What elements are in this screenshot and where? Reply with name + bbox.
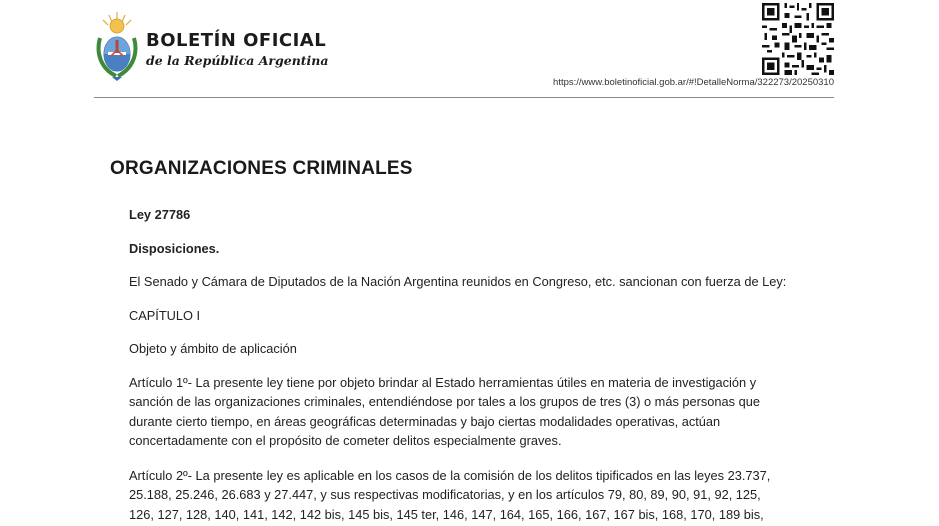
header-divider <box>94 97 834 98</box>
article-1-line: durante cierto tiempo, en áreas geográficas determinadas y bajo ciertas modalidades operativas, actúan <box>129 413 721 429</box>
header <box>94 8 834 100</box>
article-2-line: 25.188, 25.246, 26.683 y 27.447, y sus respectivas modificatorias, y en los artículos 79, 80, 89, 90, 91, 92, 125, <box>129 487 761 502</box>
argentina-coat-of-arms-icon <box>94 10 140 82</box>
law-number: Ley 27786 <box>129 207 191 222</box>
brand-subtitle: de la República Argentina <box>146 53 329 68</box>
article-1-line: sanción de las organizaciones criminales, entendiéndose por tales a los grupos de tres (3) o más personas que <box>129 394 760 409</box>
article-2-line: Artículo 2º- La presente ley es aplicable en los casos de la comisión de los delitos tipificados en las leyes 23.737, <box>129 467 771 483</box>
document-url[interactable]: https://www.boletinoficial.gob.ar/#!DetalleNorma/322273/20250310 <box>553 77 834 88</box>
chapter-heading: CAPÍTULO I <box>129 307 201 323</box>
article-2-line: 126, 127, 128, 140, 141, 142, 142 bis, 145 bis, 145 ter, 146, 147, 164, 165, 166, 167, 167 bis, 168, 170, 189 bis, <box>129 506 764 522</box>
brand <box>146 30 329 69</box>
article-1-line: concertadamente con el propósito de cometer delitos especialmente graves. <box>129 433 562 448</box>
document-body <box>129 205 819 526</box>
qr-code-icon <box>762 3 834 75</box>
brand-title: BOLETÍN OFICIAL <box>146 30 327 51</box>
preamble: El Senado y Cámara de Diputados de la Nación Argentina reunidos en Congreso, etc. sancionan con fuerza de Ley: <box>129 274 787 289</box>
article-1-line: Artículo 1º- La presente ley tiene por objeto brindar al Estado herramientas útiles en materia de investigación y <box>129 374 757 390</box>
chapter-title: Objeto y ámbito de aplicación <box>129 341 297 356</box>
section-type: Disposiciones. <box>129 240 220 256</box>
document-title: ORGANIZACIONES CRIMINALES <box>110 158 413 179</box>
article-1 <box>129 373 819 451</box>
article-2 <box>129 466 819 525</box>
